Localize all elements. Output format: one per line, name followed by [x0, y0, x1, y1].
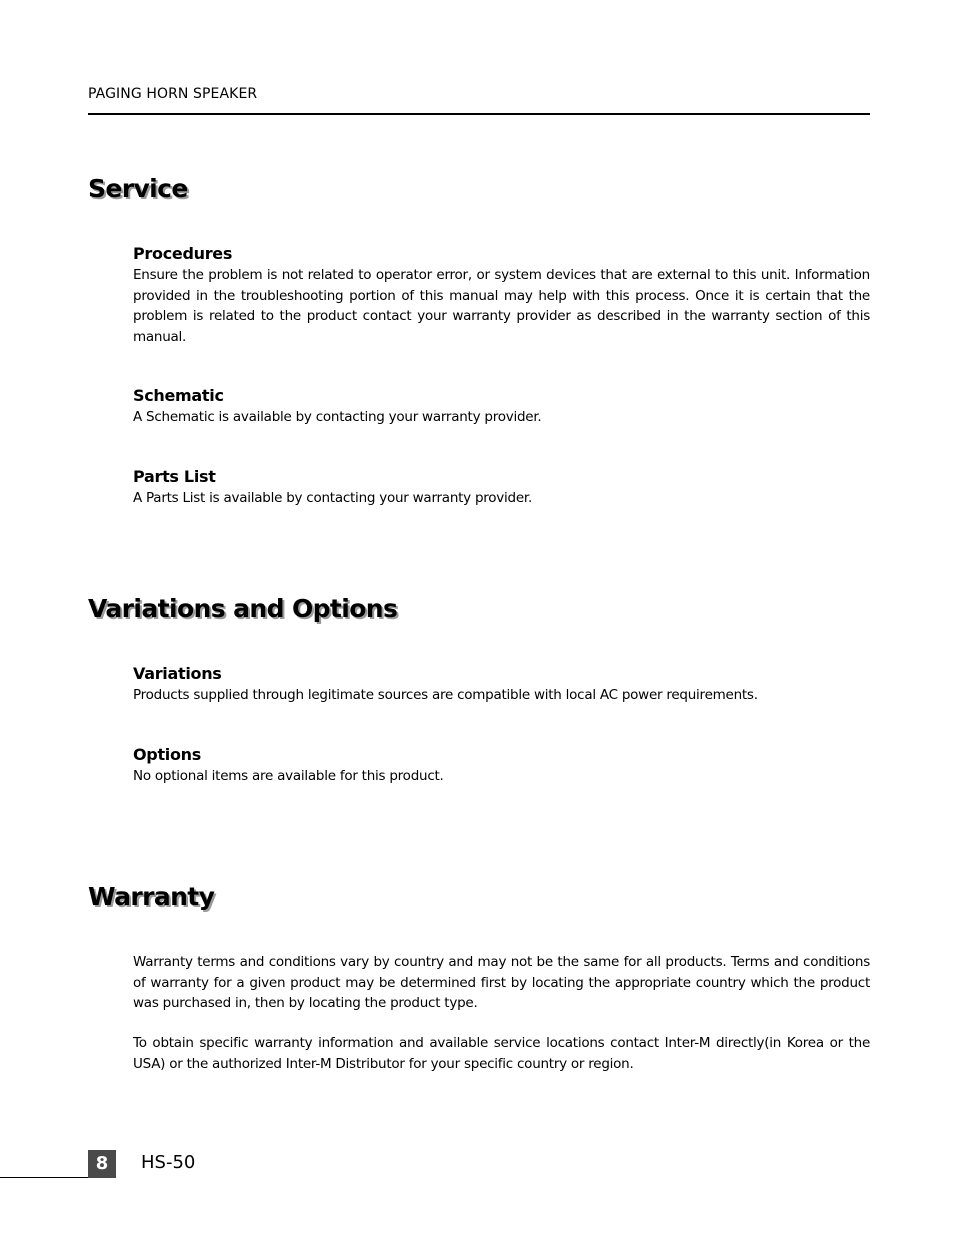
variations-text: Products supplied through legitimate sources are compatible with local AC power requirements. [133, 687, 758, 703]
subheading-options: Options [133, 745, 201, 764]
subheading-procedures: Procedures [133, 244, 233, 263]
warranty-paragraph-terms: Warranty terms and conditions vary by country and may not be the same for all products. Terms and conditions of warranty for a given product may be determined first by locating the appropriate country which the product was purchased in, then by locating the product type. [133, 954, 870, 1011]
subheading-variations: Variations [133, 664, 222, 683]
section-title-service: Service [88, 174, 188, 203]
section-title-warranty: Warranty [88, 882, 215, 911]
footer-model-label: HS-50 [141, 1152, 196, 1173]
subheading-parts-list: Parts List [133, 467, 216, 486]
schematic-text: A Schematic is available by contacting your warranty provider. [133, 409, 542, 425]
running-header: PAGING HORN SPEAKER [88, 86, 258, 102]
options-text: No optional items are available for this product. [133, 768, 444, 784]
header-rule [88, 113, 870, 115]
parts-list-text: A Parts List is available by contacting your warranty provider. [133, 490, 533, 506]
warranty-paragraph-contact: To obtain specific warranty information and available service locations contact Inter-M directly(in Korea or the USA) or the authorized Inter-M Distributor for your specific country or region. [133, 1035, 870, 1072]
page-number: 8 [88, 1150, 116, 1178]
subheading-schematic: Schematic [133, 386, 224, 405]
section-title-variations-options: Variations and Options [88, 594, 398, 623]
procedures-text: Ensure the problem is not related to operator error, or system devices that are external to this unit. Information provided in the troubleshooting portion of this manual may help with this process. Once it is certain that the problem is related to the product contact your warranty provider as described in the warranty section of this manual. [133, 267, 870, 345]
